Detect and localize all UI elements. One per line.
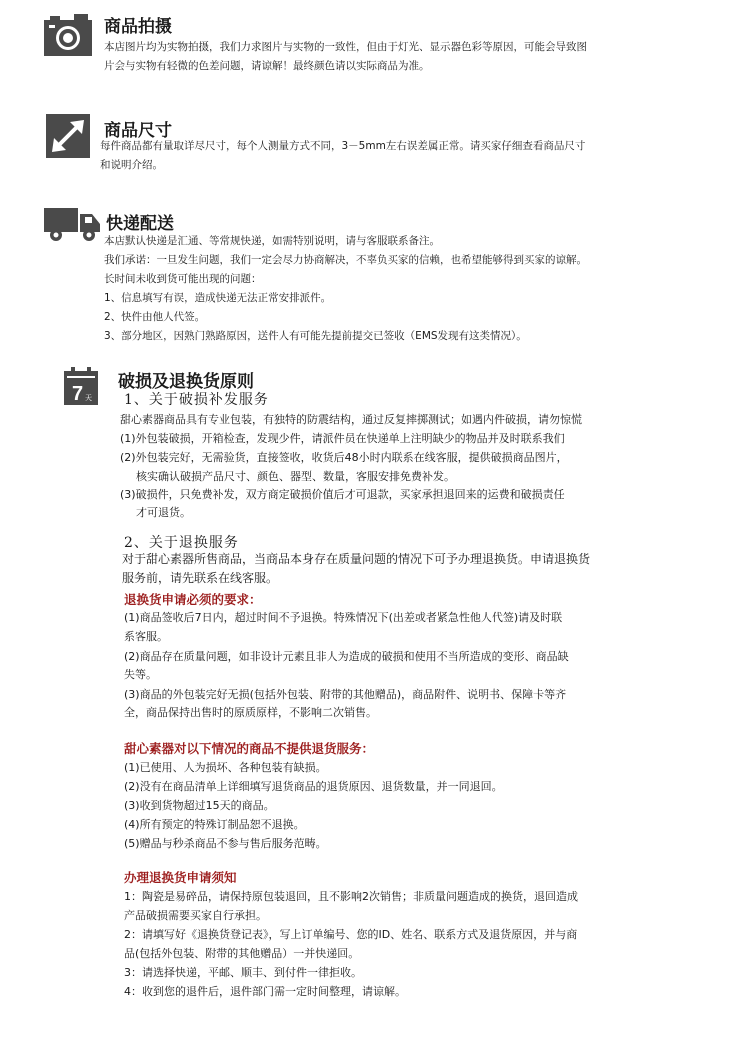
requirements-line-1: (1)商品签收后7日内，超过时间不予退换。特殊情况下(出差或者紧急性他人代签)请及时联 [124, 611, 563, 624]
photo-line-1: 本店图片均为实物拍摄，我们力求图片与实物的一致性，但由于灯光、显示器色彩等原因，可能会导致图 [104, 41, 587, 53]
no-return-title: 甜心素器对以下情况的商品不提供退货服务： [124, 741, 375, 756]
exchange-line-1: 对于甜心素器所售商品，当商品本身存在质量问题的情况下可予办理退换货。申请退换货 [122, 552, 591, 566]
exchange-heading: 2、关于退换服务 [124, 535, 239, 551]
delivery-line-4: 1、信息填写有误，造成快递无法正常安排派件。 [104, 292, 332, 304]
delivery-title: 快递配送 [106, 214, 174, 234]
notice-line-1: 1：陶瓷是易碎品，请保持原包装退回，且不影响2次销售；非质量问题造成的换货，退回造成 [124, 890, 578, 903]
notice-title: 办理退换货申请须知 [124, 870, 237, 885]
notice-line-3: 2：请填写好《退换货登记表》，写上订单编号、您的ID、姓名、联系方式及退货原因，并与商 [124, 928, 578, 941]
damage-line-5: (3)破损件，只免费补发，双方商定破损价值后才可退款，买家承担退回来的运费和破损责任 [120, 488, 565, 501]
damage-line-1: 甜心素器商品具有专业包装，有独特的防震结构，通过反复摔掷测试；如遇内件破损，请勿惊慌 [120, 413, 582, 426]
notice-line-2: 产品破损需要买家自行承担。 [124, 909, 267, 922]
no-return-line-4: (4)所有预定的特殊订制品恕不退换。 [124, 818, 305, 831]
requirements-line-4: 失等。 [124, 668, 157, 681]
requirements-line-3: (2)商品存在质量问题，如非设计元素且非人为造成的破损和使用不当所造成的变形、商品缺 [124, 650, 569, 663]
no-return-line-2: (2)没有在商品清单上详细填写退货商品的退货原因、退货数量，并一同退回。 [124, 780, 503, 793]
returns-title: 破损及退换货原则 [118, 372, 254, 392]
damage-line-3: (2)外包装完好，无需验货，直接签收，收货后48小时内联系在线客服，提供破损商品图片， [120, 451, 568, 464]
delivery-line-5: 2、快件由他人代签。 [104, 311, 206, 323]
damage-line-2: (1)外包装破损，开箱检查，发现少件，请派件员在快递单上注明缺少的物品并及时联系我们 [120, 432, 565, 445]
truck-icon [44, 206, 100, 242]
no-return-line-3: (3)收到货物超过15天的商品。 [124, 799, 275, 812]
notice-line-4: 品(包括外包装、附带的其他赠品）一并快递回。 [124, 947, 360, 960]
no-return-line-1: (1)已使用、人为损坏、各种包装有缺损。 [124, 761, 327, 774]
svg-text:7: 7 [72, 383, 84, 405]
delivery-line-1: 本店默认快递是汇通、等常规快递，如需特别说明，请与客服联系备注。 [104, 235, 440, 247]
photo-title: 商品拍摄 [104, 17, 172, 37]
size-line-1: 每件商品都有量取详尽尺寸，每个人测量方式不同，3－5mm左右误差属正常。请买家仔细查看商品尺寸 [100, 140, 586, 152]
damage-heading: 1、关于破损补发服务 [124, 392, 269, 408]
exchange-line-2: 服务前，请先联系在线客服。 [122, 571, 279, 585]
no-return-line-5: (5)赠品与秒杀商品不参与售后服务范畴。 [124, 837, 327, 850]
camera-icon [44, 14, 92, 56]
svg-text:天: 天 [85, 394, 92, 402]
photo-line-2: 片会与实物有轻微的色差问题，请谅解！最终颜色请以实际商品为准。 [104, 60, 430, 72]
delivery-line-6: 3、部分地区，因熟门熟路原因，送件人有可能先提前提交已签收（EMS发现有这类情况）。 [104, 330, 527, 342]
requirements-line-5: (3)商品的外包装完好无损(包括外包装、附带的其他赠品)，商品附件、说明书、保障卡等齐 [124, 688, 567, 701]
requirements-line-6: 全，商品保持出售时的原质原样，不影响二次销售。 [124, 706, 377, 719]
requirements-line-2: 系客服。 [124, 630, 168, 643]
size-line-2: 和说明介绍。 [100, 159, 163, 171]
delivery-line-3: 长时间未收到货可能出现的问题： [104, 273, 262, 285]
damage-line-6: 才可退货。 [136, 506, 191, 519]
size-title: 商品尺寸 [104, 121, 172, 141]
calendar-7-days-icon [64, 367, 98, 405]
delivery-line-2: 我们承诺：一旦发生问题，我们一定会尽力协商解决，不辜负买家的信赖，也希望能够得到买家的谅解。 [104, 254, 587, 266]
damage-line-4: 核实确认破损产品尺寸、颜色、器型、数量，客服安排免费补发。 [136, 470, 455, 483]
notice-line-6: 4：收到您的退件后，退件部门需一定时间整理，请谅解。 [124, 985, 406, 998]
resize-arrow-icon [46, 114, 90, 158]
notice-line-5: 3：请选择快递，平邮、顺丰、到付件一律拒收。 [124, 966, 362, 979]
requirements-title: 退换货申请必须的要求： [124, 592, 262, 607]
